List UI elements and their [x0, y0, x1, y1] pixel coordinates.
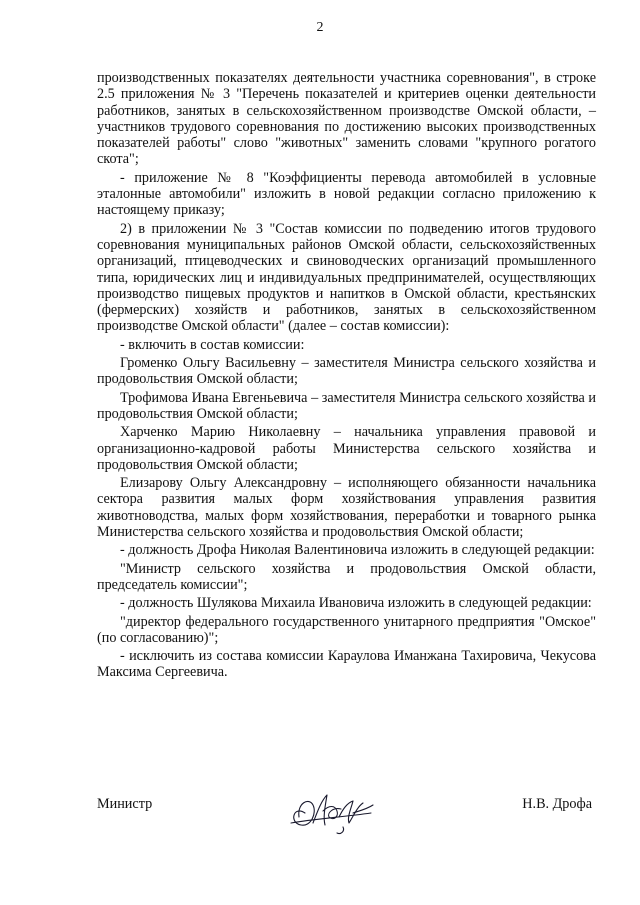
position-title: Министр [97, 796, 153, 812]
paragraph: Харченко Марию Николаевну – начальника управления правовой и организационно-кадровой работы Министерства сельского хозяйства и продовольствия Омской области; [97, 424, 596, 473]
paragraph: Громенко Ольгу Васильевну – заместителя Министра сельского хозяйства и продовольствия Омской области; [97, 355, 596, 388]
paragraph: - должность Дрофа Николая Валентиновича изложить в следующей редакции: [120, 542, 595, 559]
paragraph: - приложение № 8 "Коэффициенты перевода автомобилей в условные эталонные автомобили" изложить в новой редакции согласно приложению к настоящему приказу; [97, 169, 596, 219]
paragraph: "директор федерального государственного унитарного предприятия "Омское" (по согласованию)"; [97, 613, 596, 646]
paragraph: - должность Шулякова Михаила Ивановича изложить в следующей редакции: [120, 595, 592, 612]
paragraph: 2) в приложении № 3 "Состав комиссии по подведению итогов трудового соревнования муниципальных районов Омской области, сельскохозяйственных организаций, птицеводческих и свиноводческих организаций промышленного типа, юридических лиц и индивидуальных предпринимателей, осуществляющих производство пищевых продуктов и напитков в Омской области, крестьянских (фермерских) хозяйств и работников, занятых в сельскохозяйственном производстве Омской области" (далее – состав комиссии): [97, 220, 596, 335]
paragraph: Трофимова Ивана Евгеньевича – заместителя Министра сельского хозяйства и продовольствия Омской области; [97, 389, 596, 422]
paragraph: Елизарову Ольгу Александровну – исполняющего обязанности начальника сектора развития малых форм хозяйствования управления развития животноводства, малых форм хозяйствования, переработки и товарного рынка Министерства сельского хозяйства и продовольствия Омской области; [97, 475, 596, 541]
handwritten-signature [283, 783, 379, 837]
paragraph: "Министр сельского хозяйства и продовольствия Омской области, председатель комиссии"; [97, 560, 596, 593]
paragraph: - исключить из состава комиссии Караулова Иманжана Тахировича, Чекусова Максима Сергеевича. [97, 648, 596, 681]
paragraph: производственных показателях деятельности участника соревнования", в строке 2.5 приложения № 3 "Перечень показателей и критериев оценки деятельности работников, занятых в сельскохозяйственном производстве Омской области, – участников трудового соревнования по достижению высоких производственных показателей работы" слово "животных" заменить словами "крупного рогатого скота"; [97, 70, 596, 168]
page-number: 2 [316, 20, 324, 35]
paragraph: - включить в состав комиссии: [120, 336, 305, 353]
signatory-name: Н.В. Дрофа [522, 796, 592, 812]
signature-block [97, 793, 596, 843]
document-body [97, 70, 596, 681]
